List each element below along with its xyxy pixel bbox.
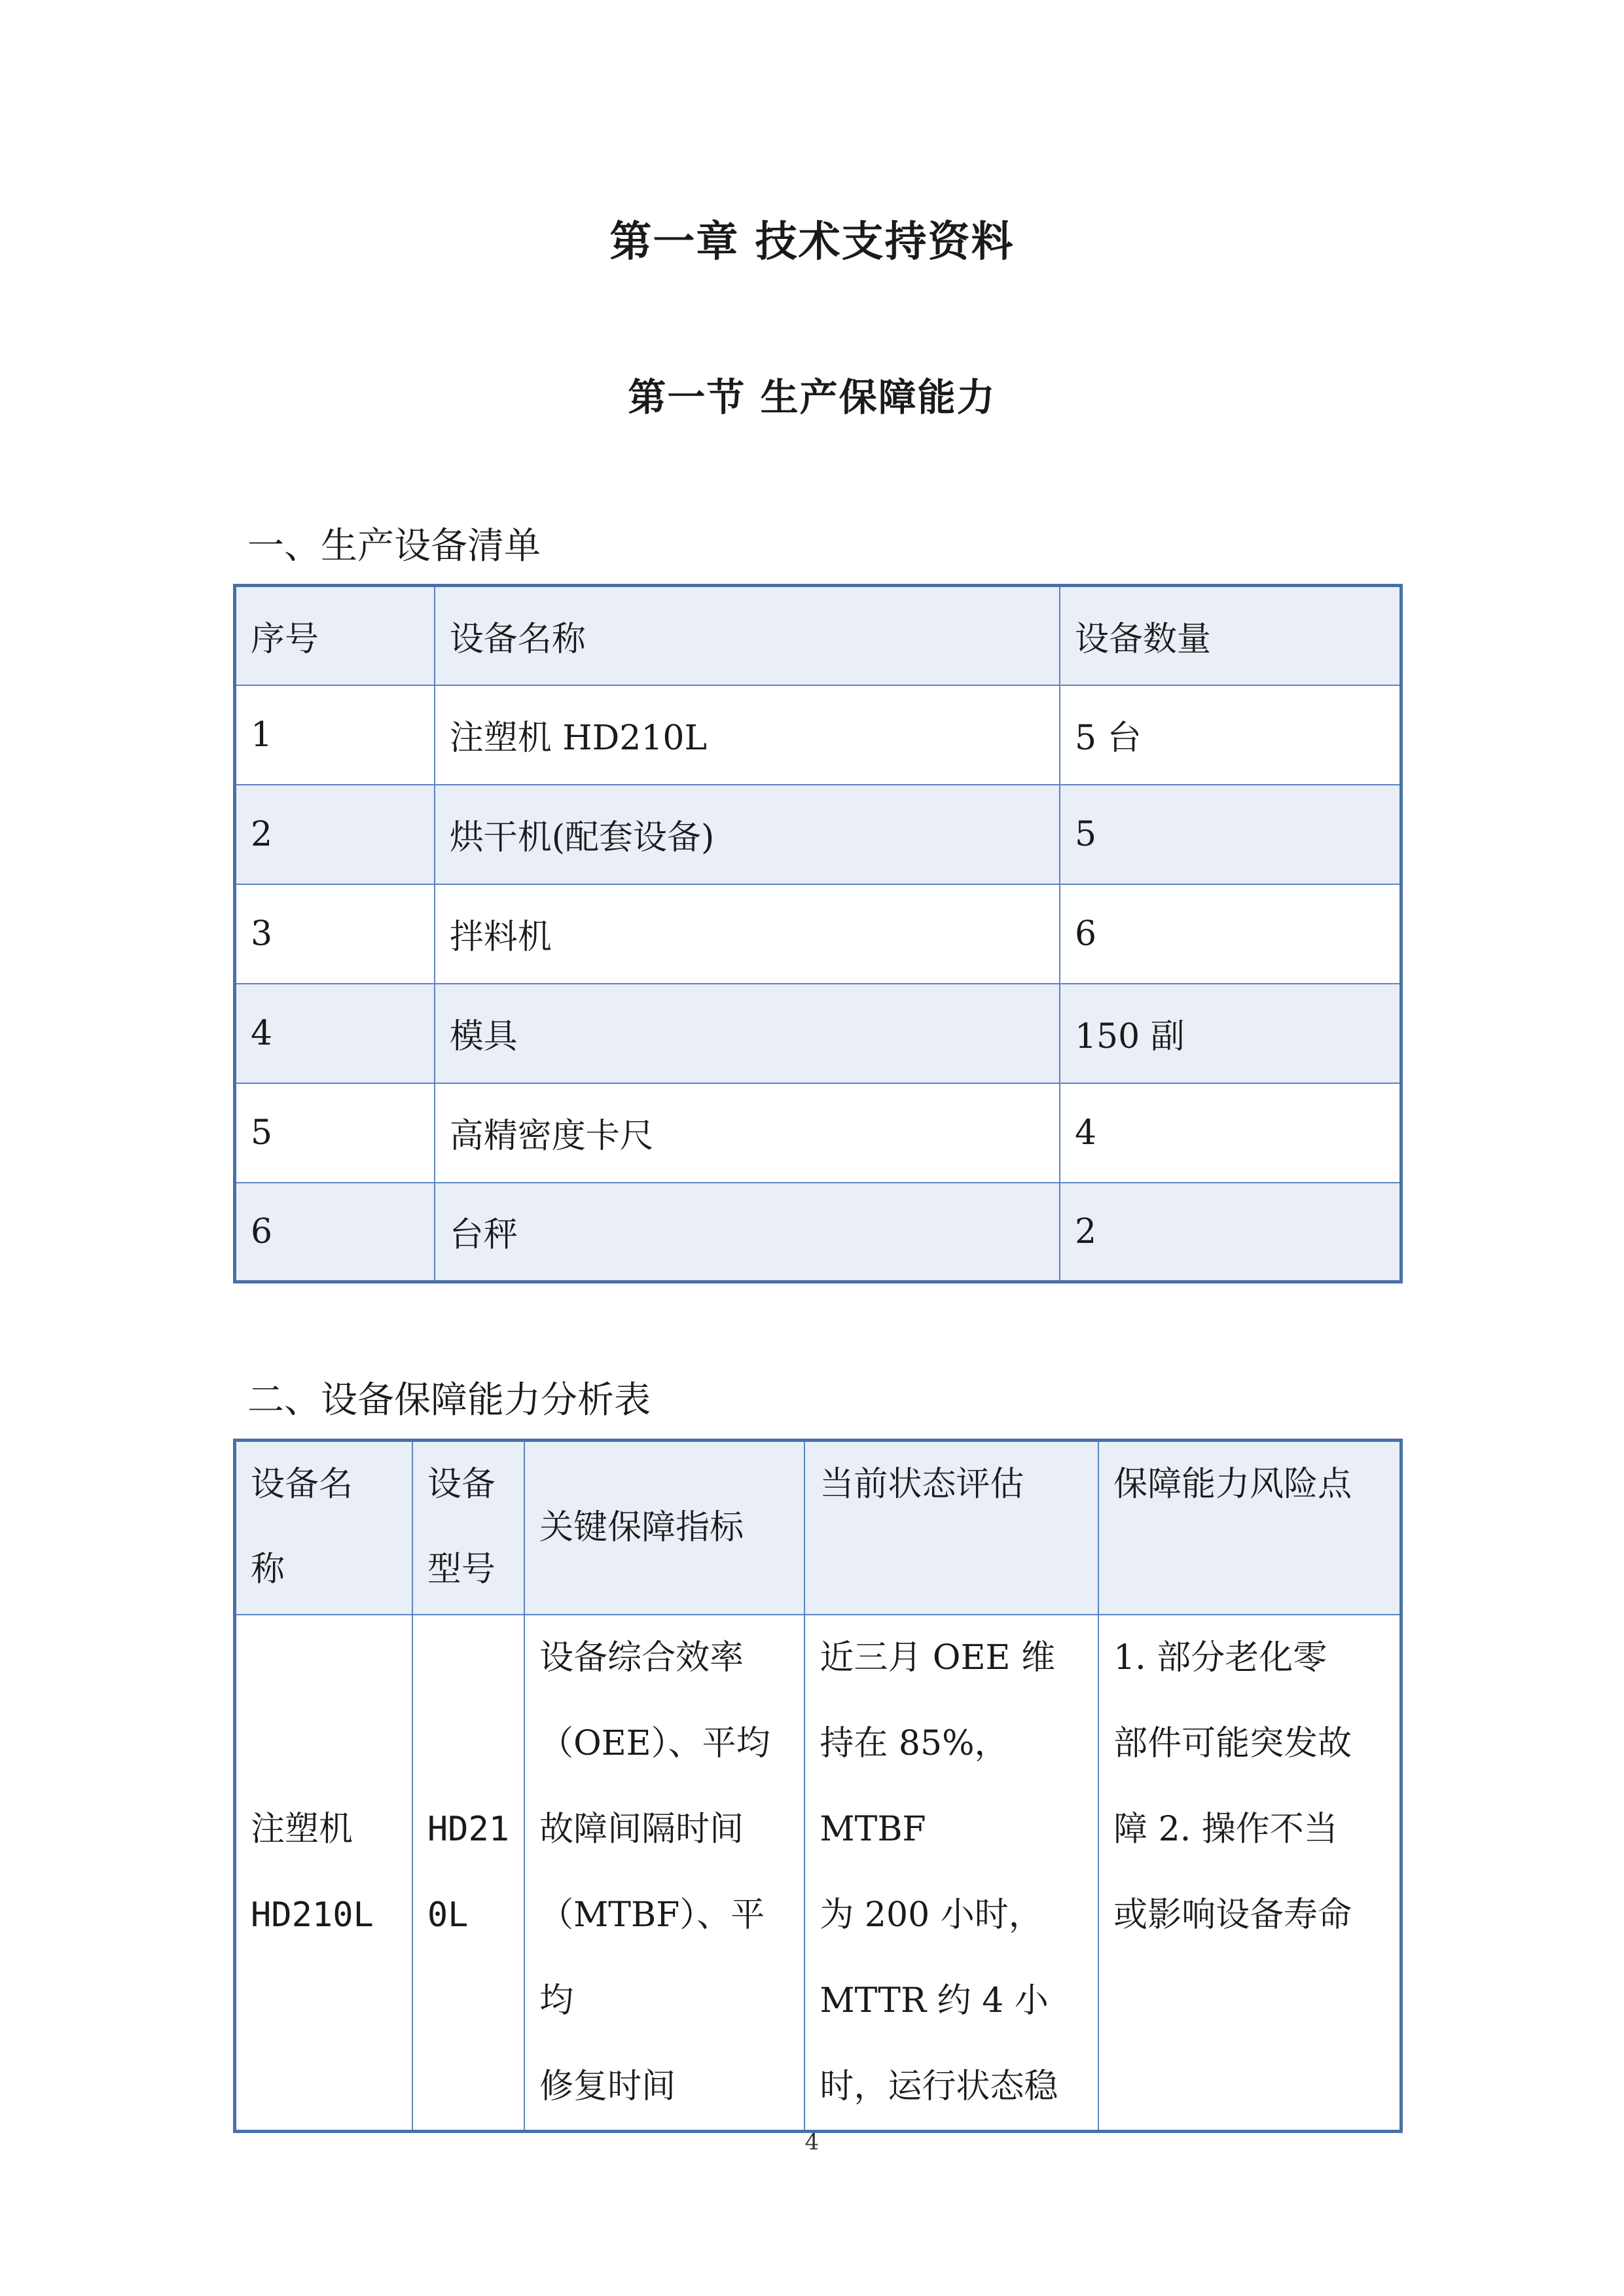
table-cell: 2: [1060, 1183, 1401, 1282]
header-cell-equipment-name: [235, 1441, 412, 1615]
header-cell-risk: 保障能力风险点: [1098, 1441, 1401, 1615]
cell-line: 障 2. 操作不当: [1113, 1809, 1338, 1849]
section-title: 第一节 生产保障能力: [628, 375, 996, 420]
table-cell: 高精密度卡尺: [435, 1083, 1060, 1183]
table-header-row: [235, 1441, 1401, 1615]
cell-line: 部件可能突发故: [1113, 1723, 1352, 1763]
table-row: [235, 984, 1401, 1083]
header-line: 称: [251, 1550, 285, 1589]
table-cell: 2: [235, 785, 435, 884]
table-cell: 注塑机 HD210L: [435, 685, 1060, 785]
table-row: [235, 1083, 1401, 1183]
table-cell: 4: [1060, 1083, 1401, 1183]
cell-line: 或影响设备寿命: [1113, 1895, 1352, 1935]
table-row: [235, 685, 1401, 785]
table-cell: 拌料机: [435, 884, 1060, 984]
cell-line: （MTBF）、平均: [539, 1895, 765, 2020]
cell-indicator: [524, 1615, 804, 2132]
cell-line: 为 200 小时，: [820, 1895, 1043, 1935]
header-line: 设备名: [251, 1465, 353, 1504]
table-cell: 5 台: [1060, 685, 1401, 785]
cell-line: HD21: [427, 1809, 510, 1849]
table-cell: 6: [235, 1183, 435, 1282]
cell-line: 注塑机: [251, 1809, 353, 1849]
cell-line: 持在 85%，MTBF: [820, 1723, 1009, 1849]
cell-line: MTTR 约 4 小: [820, 1981, 1049, 2020]
header-line: 设备: [427, 1465, 496, 1504]
table-row: [235, 1615, 1401, 2132]
cell-line: （OEE）、平均: [539, 1723, 770, 1763]
cell-status: [804, 1615, 1098, 2132]
header-line: 型号: [427, 1550, 496, 1589]
cell-line: 时，运行状态稳: [820, 2066, 1058, 2106]
table-cell: 台秤: [435, 1183, 1060, 1282]
cell-line: 故障间隔时间: [539, 1809, 744, 1849]
cell-risk: [1098, 1615, 1401, 2132]
table-cell: 5: [235, 1083, 435, 1183]
analysis-table-heading: 二、设备保障能力分析表: [247, 1379, 651, 1422]
header-cell-indicator: 关键保障指标: [524, 1441, 804, 1615]
table-row: [235, 1183, 1401, 1282]
table-header-row: [235, 586, 1401, 685]
equipment-list-table: [233, 584, 1403, 1283]
table-row: [235, 884, 1401, 984]
cell-equipment-model: [412, 1615, 524, 2132]
chapter-title: 第一章 技术支持资料: [609, 218, 1015, 266]
page-number: 4: [804, 2129, 820, 2155]
analysis-table: [233, 1439, 1403, 2133]
table-cell: 5: [1060, 785, 1401, 884]
cell-line: 1. 部分老化零: [1113, 1638, 1327, 1677]
table-cell: 4: [235, 984, 435, 1083]
cell-line: 设备综合效率: [539, 1638, 744, 1677]
header-cell: 序号: [235, 586, 435, 685]
header-cell: 设备名称: [435, 586, 1060, 685]
table-cell: 1: [235, 685, 435, 785]
cell-line: 0L: [427, 1895, 469, 1935]
equipment-list-heading: 一、生产设备清单: [247, 525, 541, 567]
header-cell-equipment-model: [412, 1441, 524, 1615]
table-cell: 3: [235, 884, 435, 984]
header-cell-status: 当前状态评估: [804, 1441, 1098, 1615]
table-row: [235, 785, 1401, 884]
cell-line: HD210L: [251, 1895, 374, 1935]
table-cell: 6: [1060, 884, 1401, 984]
cell-line: 修复时间: [539, 2066, 676, 2106]
cell-equipment-name: [235, 1615, 412, 2132]
table-cell: 150 副: [1060, 984, 1401, 1083]
cell-line: 近三月 OEE 维: [820, 1638, 1056, 1677]
header-cell: 设备数量: [1060, 586, 1401, 685]
table-cell: 模具: [435, 984, 1060, 1083]
table-cell: 烘干机(配套设备): [435, 785, 1060, 884]
